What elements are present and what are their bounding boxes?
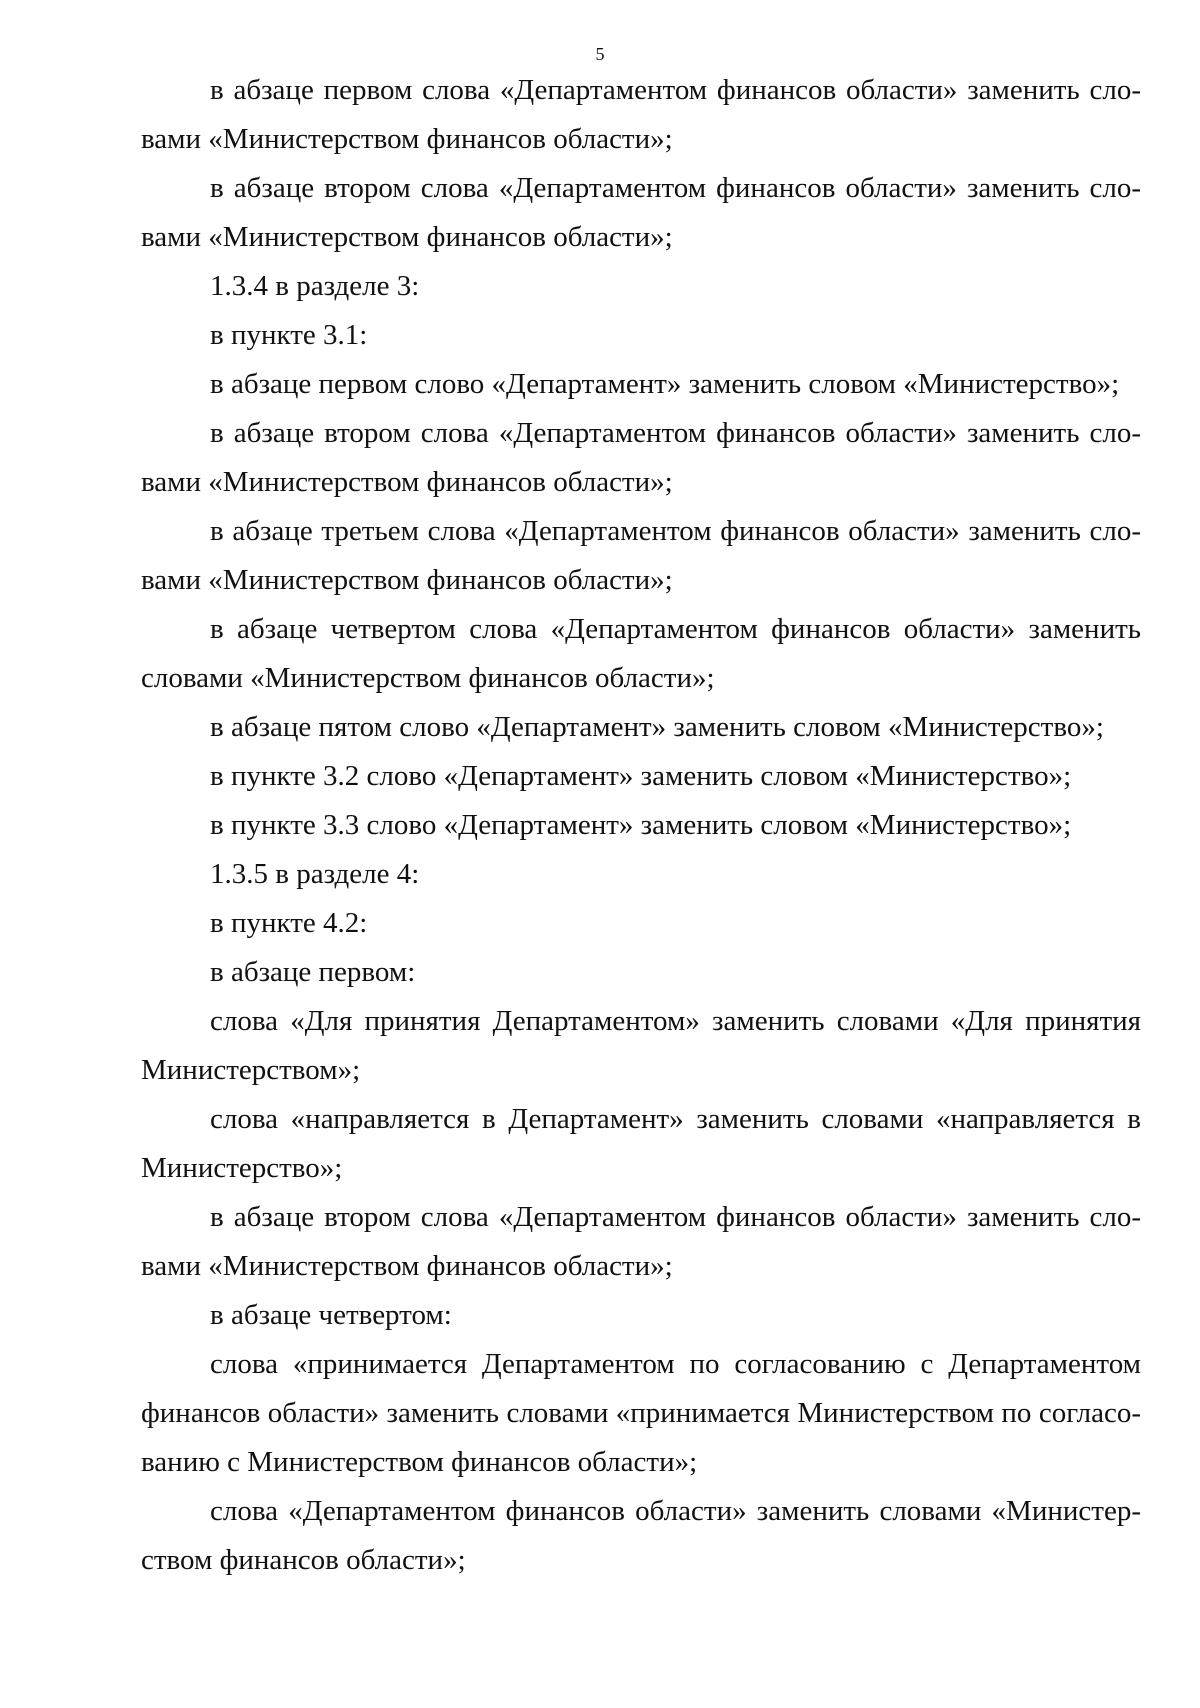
paragraph-11: в пункте 3.3 слово «Департамент» заменить словом «Министерство»; xyxy=(210,809,1072,841)
paragraph-3: 1.3.4 в разделе 3: xyxy=(210,270,420,302)
document-body xyxy=(141,66,1141,1585)
paragraph-12: 1.3.5 в разделе 4: xyxy=(210,858,420,890)
paragraph-13: в пункте 4.2: xyxy=(210,907,368,939)
paragraph-15: слова «Для принятия Департаментом» заменить словами «Для принятия Министерством»; xyxy=(141,1005,1141,1086)
page-number: 5 xyxy=(595,44,605,64)
paragraph-18: в абзаце четвертом: xyxy=(210,1299,452,1331)
paragraph-7: в абзаце третьем слова «Департаментом финансов области» заменить словами «Министерством финансов области»; xyxy=(141,515,1141,596)
paragraph-19: слова «принимается Департаментом по согласованию с Департаментом финансов области» заменить словами «принимается Министерством по согласованию с Министерством финансов области»; xyxy=(141,1348,1141,1478)
paragraph-4: в пункте 3.1: xyxy=(210,319,368,351)
paragraph-17: в абзаце втором слова «Департаментом финансов области» заменить словами «Министерством финансов области»; xyxy=(141,1201,1141,1282)
paragraph-9: в абзаце пятом слово «Департамент» заменить словом «Министерство»; xyxy=(210,711,1104,743)
paragraph-8: в абзаце четвертом слова «Департаментом финансов области» заменить словами «Министерством финансов области»; xyxy=(141,613,1141,694)
paragraph-1: в абзаце первом слова «Департаментом финансов области» заменить словами «Министерством финансов области»; xyxy=(141,74,1141,155)
paragraph-2: в абзаце втором слова «Департаментом финансов области» заменить словами «Министерством финансов области»; xyxy=(141,172,1141,253)
paragraph-16: слова «направляется в Департамент» заменить словами «направляется в Министерство»; xyxy=(141,1103,1141,1184)
paragraph-14: в абзаце первом: xyxy=(210,956,416,988)
paragraph-10: в пункте 3.2 слово «Департамент» заменить словом «Министерство»; xyxy=(210,760,1072,792)
paragraph-20: слова «Департаментом финансов области» заменить словами «Министерством финансов области»; xyxy=(141,1495,1141,1576)
paragraph-6: в абзаце втором слова «Департаментом финансов области» заменить словами «Министерством финансов области»; xyxy=(141,417,1141,498)
paragraph-5: в абзаце первом слово «Департамент» заменить словом «Министерство»; xyxy=(210,368,1120,400)
